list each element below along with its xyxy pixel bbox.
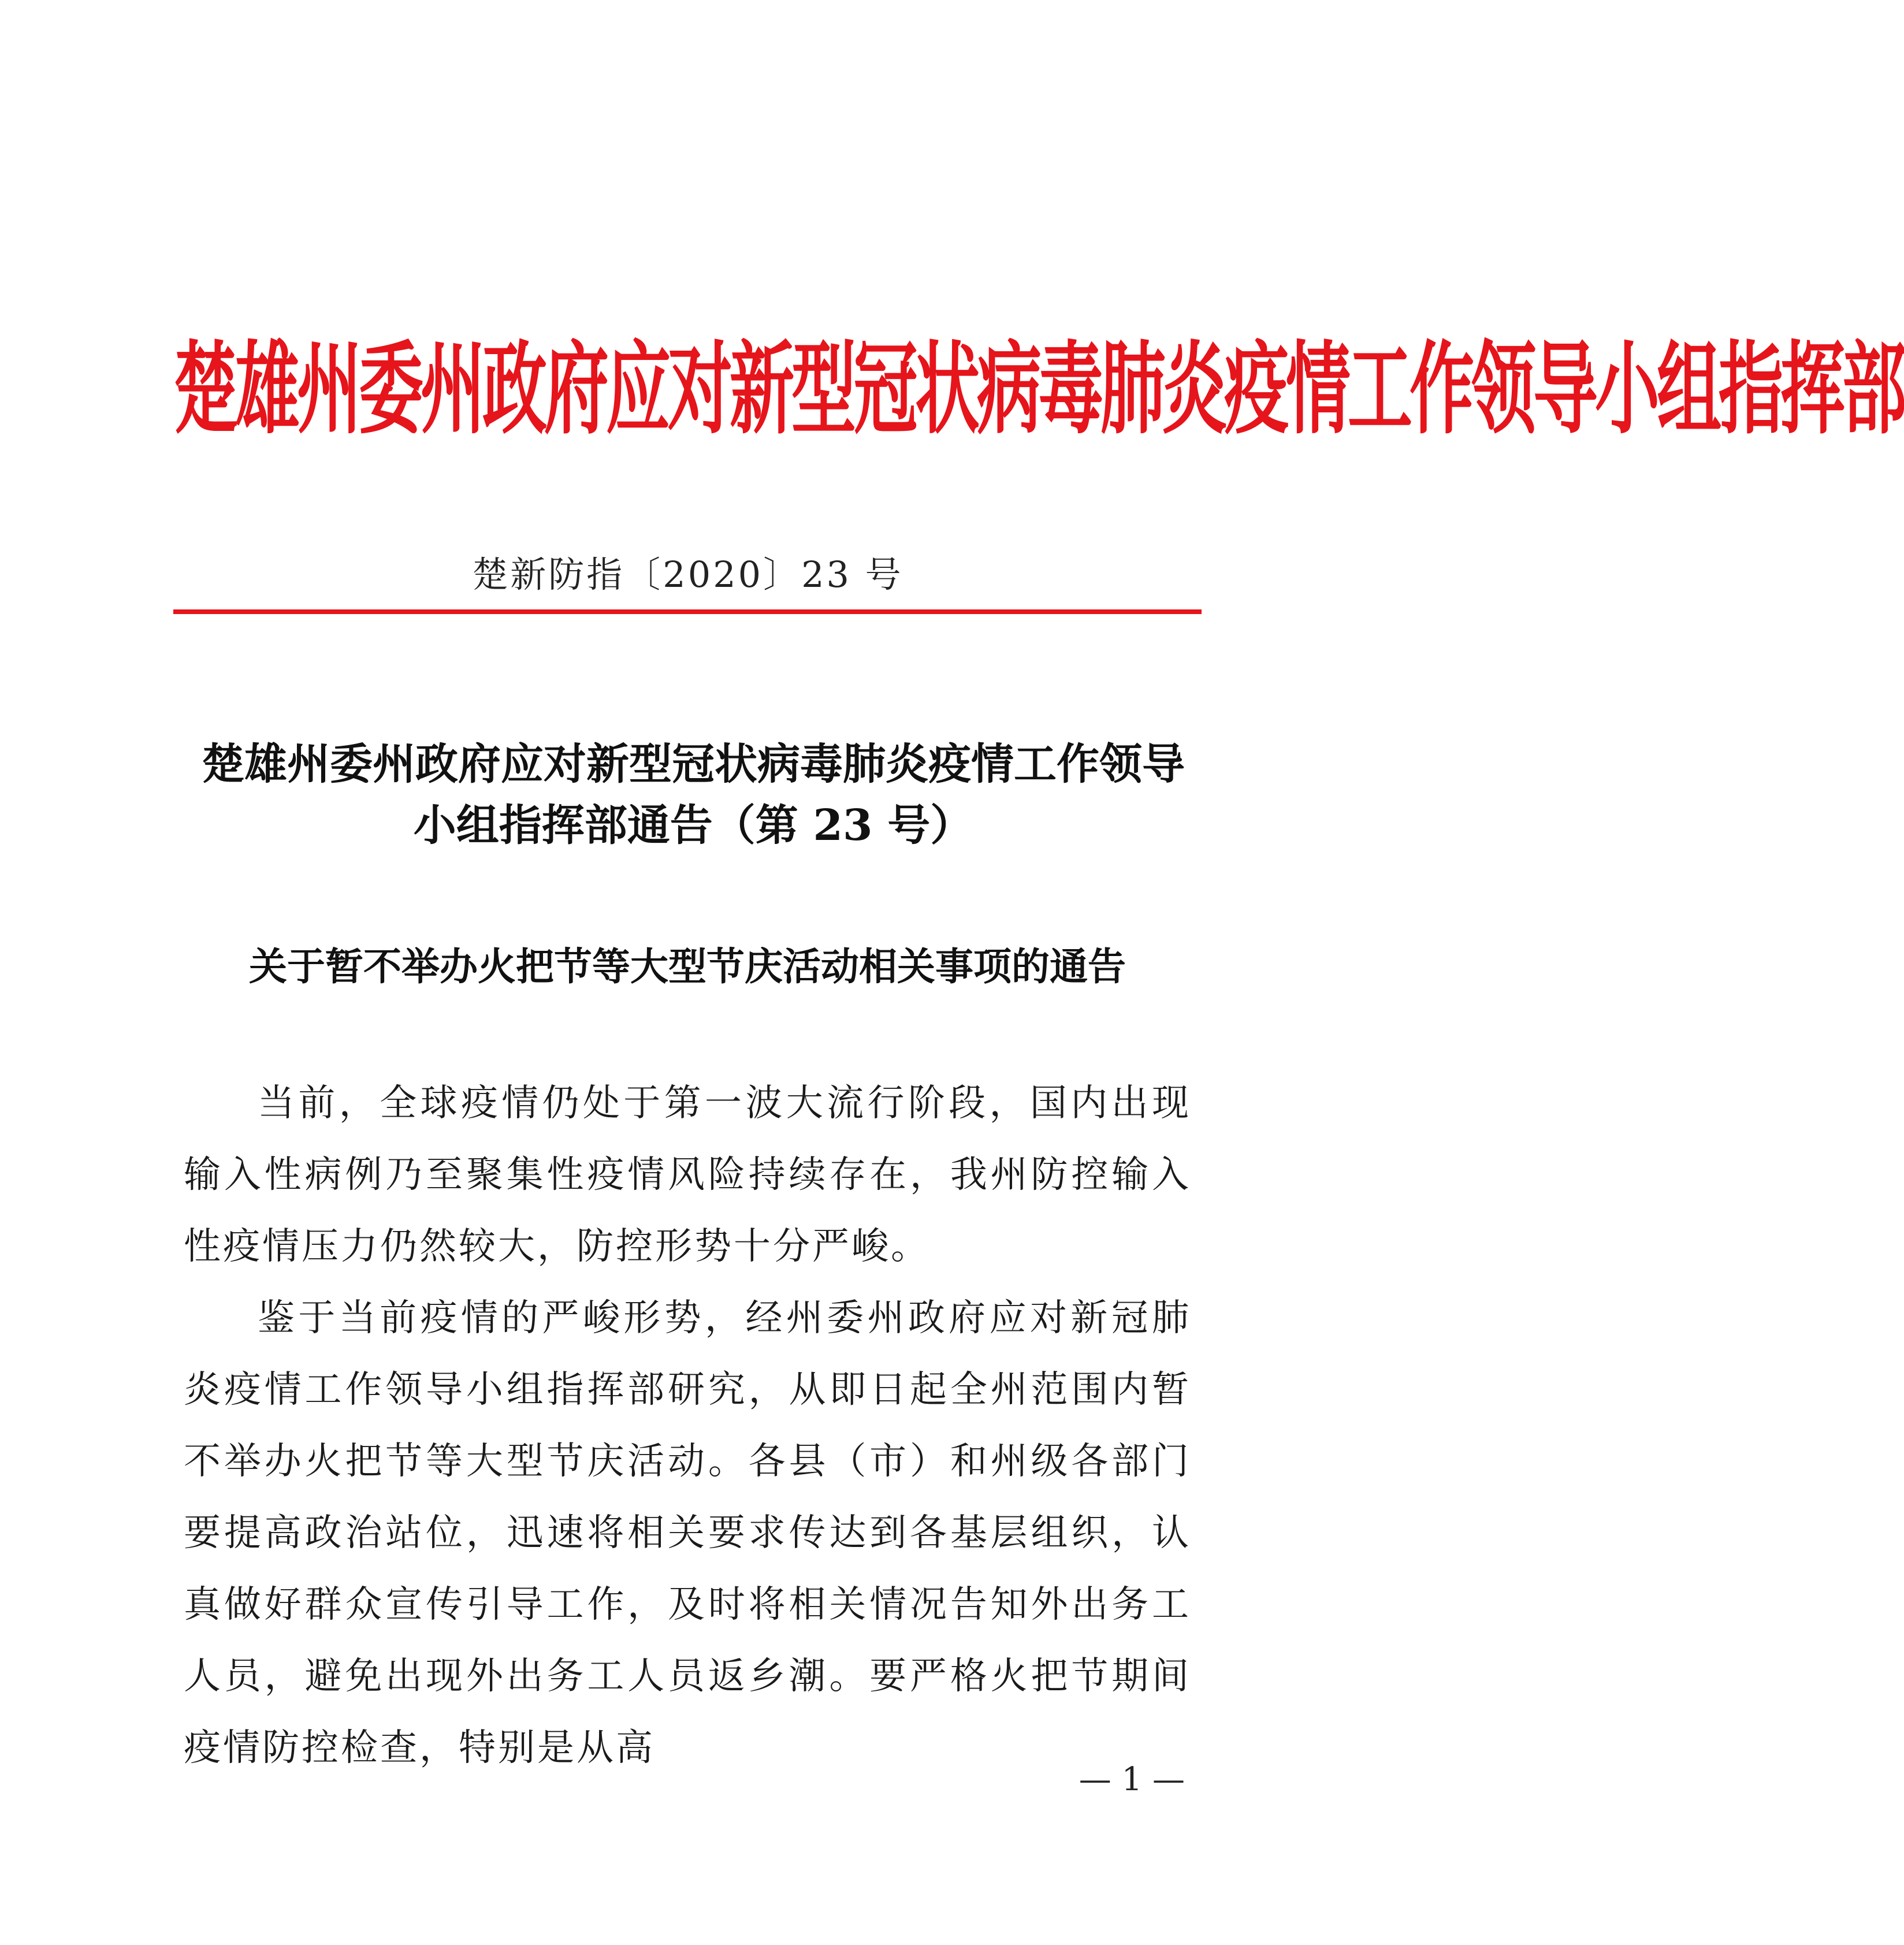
issuer-letterhead: 楚雄州委州政府应对新型冠状病毒肺炎疫情工作领导小组指挥部 xyxy=(173,332,1904,448)
body-paragraph-2: 鉴于当前疫情的严峻形势，经州委州政府应对新冠肺炎疫情工作领导小组指挥部研究，从即日起全州范围内暂不举办火把节等大型节庆活动。各县（市）和州级各部门要提高政治站位，迅速将相关要求传达到各基层组织，认真做好群众宣传引导工作，及时将相关情况告知外出务工人员，避免出现外出务工人员返乡潮。要严格火把节期间疫情防控检查，特别是从高 xyxy=(184,1297,1191,1769)
body-paragraph-1: 当前，全球疫情仍处于第一波大流行阶段，国内出现输入性病例乃至聚集性疫情风险持续存在，我州防控输入性疫情压力仍然较大，防控形势十分严峻。 xyxy=(184,1082,1191,1268)
notice-title: 楚雄州委州政府应对新型冠状病毒肺炎疫情工作领导小组指挥部通告（第 23 号） xyxy=(202,739,1185,850)
notice-subtitle: 关于暂不举办火把节等大型节庆活动相关事项的通告 xyxy=(249,944,1126,989)
document-number: 楚新防指〔2020〕23 号 xyxy=(472,553,903,596)
notice-body xyxy=(184,1068,1191,1784)
red-divider-line xyxy=(173,609,1202,614)
page-number: — 1 — xyxy=(1079,1761,1185,1798)
